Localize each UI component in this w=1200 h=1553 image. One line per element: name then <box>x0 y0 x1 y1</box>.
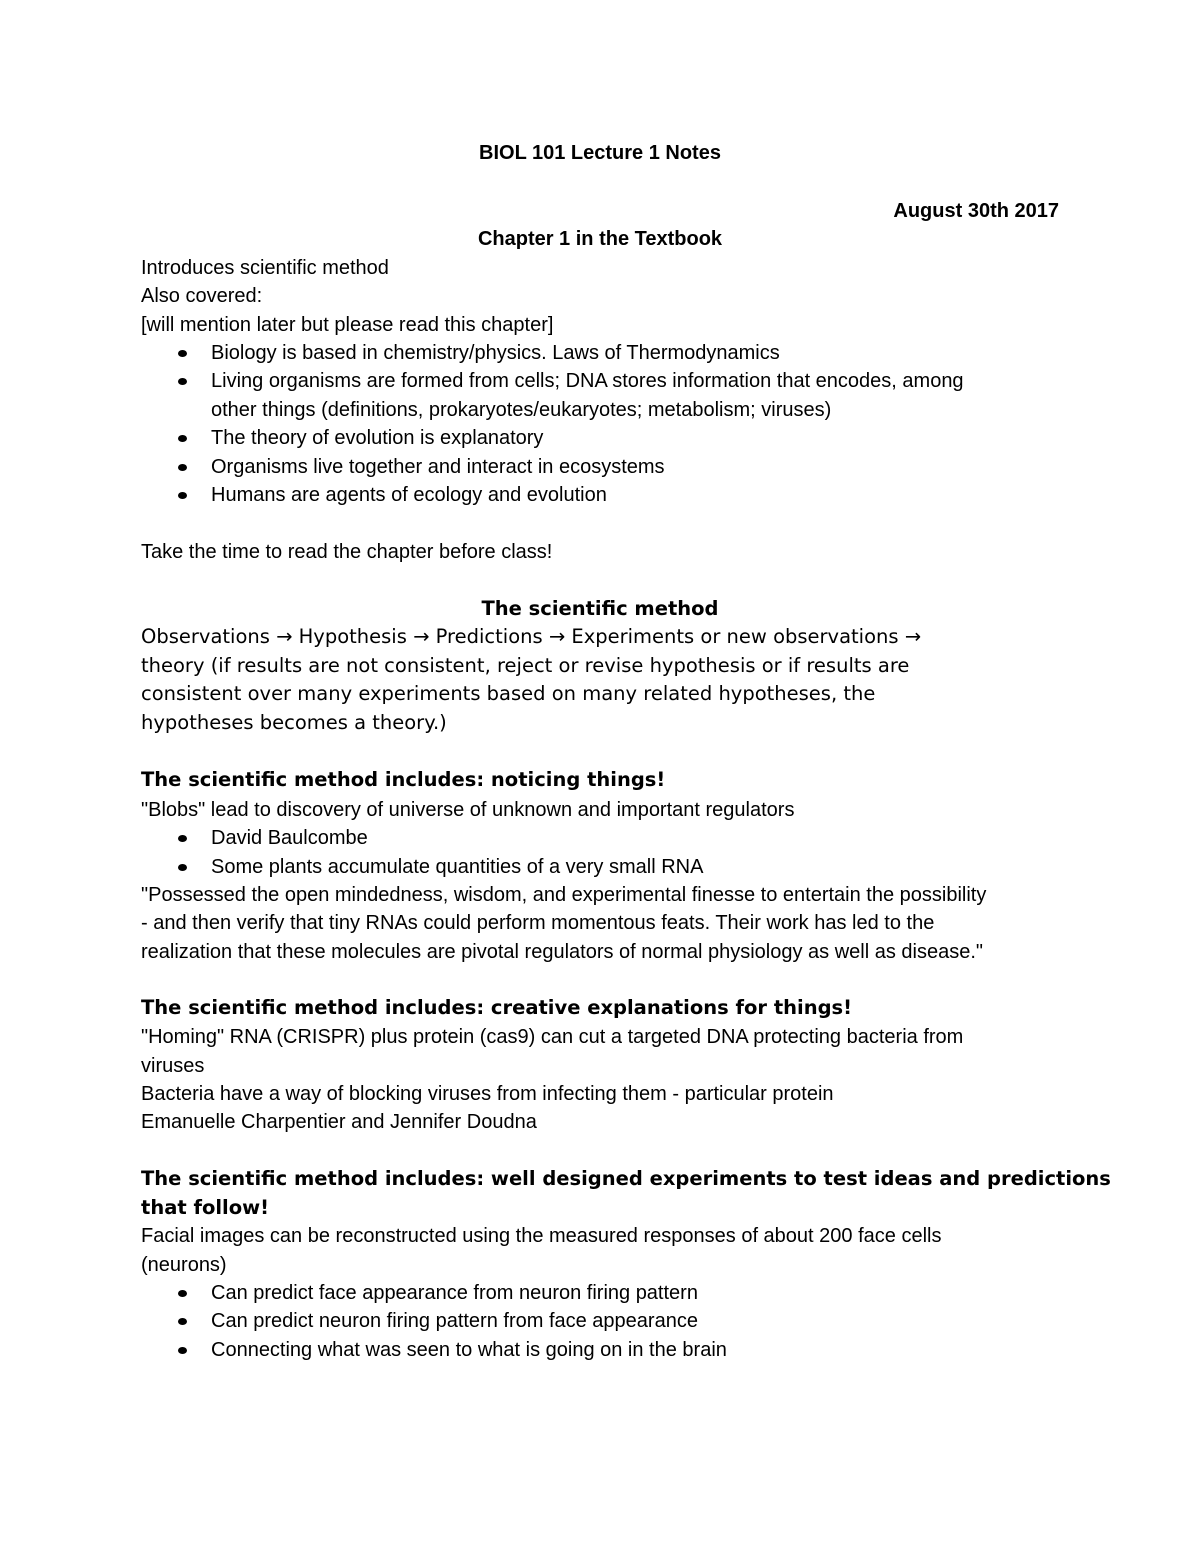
list-item-text: David Baulcombe <box>211 827 368 849</box>
list-item <box>211 853 703 881</box>
list-item <box>211 1279 698 1307</box>
list-item <box>211 339 780 367</box>
reminder-text: Take the time to read the chapter before class! <box>141 541 553 563</box>
bullet-icon <box>178 378 187 385</box>
bullet-icon <box>178 435 187 442</box>
list-item <box>211 453 665 481</box>
list-item <box>211 824 368 852</box>
document-date: August 30th 2017 <box>893 200 1059 222</box>
bullet-icon <box>178 350 187 357</box>
list-item-text: Can predict neuron firing pattern from face appearance <box>211 1310 698 1332</box>
list-item-text: Organisms live together and interact in ecosystems <box>211 456 665 478</box>
list-item <box>211 1336 727 1364</box>
method-line: hypotheses becomes a theory.) <box>141 711 447 734</box>
list-item-text: Biology is based in chemistry/physics. Laws of Thermodynamics <box>211 342 780 364</box>
list-item <box>211 481 607 509</box>
section-text: "Blobs" lead to discovery of universe of unknown and important regulators <box>141 799 795 821</box>
method-line: consistent over many experiments based on many related hypotheses, the <box>141 682 876 705</box>
method-line: Observations → Hypothesis → Predictions → Experiments or new observations → <box>141 625 922 648</box>
bullet-icon <box>178 1347 187 1354</box>
bullet-icon <box>178 464 187 471</box>
list-item <box>211 367 964 395</box>
section-heading-continuation: that follow! <box>141 1196 270 1219</box>
list-item-text: Humans are agents of ecology and evolution <box>211 484 607 506</box>
intro-line: [will mention later but please read this chapter] <box>141 314 554 336</box>
section-text: (neurons) <box>141 1254 227 1276</box>
section-heading: The scientific method includes: well designed experiments to test ideas and predictions <box>141 1167 1111 1190</box>
section-heading: The scientific method includes: creative explanations for things! <box>141 996 853 1019</box>
section-text: Emanuelle Charpentier and Jennifer Doudna <box>141 1111 537 1133</box>
section-text: Facial images can be reconstructed using the measured responses of about 200 face cells <box>141 1225 942 1247</box>
list-item-text: Can predict face appearance from neuron firing pattern <box>211 1282 698 1304</box>
document-title: BIOL 101 Lecture 1 Notes <box>479 142 721 164</box>
list-item-text: The theory of evolution is explanatory <box>211 427 544 449</box>
list-item-text: Some plants accumulate quantities of a very small RNA <box>211 856 704 878</box>
chapter-heading: Chapter 1 in the Textbook <box>477 228 723 250</box>
bullet-icon <box>178 835 187 842</box>
list-item-continuation: other things (definitions, prokaryotes/eukaryotes; metabolism; viruses) <box>211 399 832 421</box>
section-text: Bacteria have a way of blocking viruses from infecting them - particular protein <box>141 1083 834 1105</box>
section-text: "Homing" RNA (CRISPR) plus protein (cas9) can cut a targeted DNA protecting bacteria from <box>141 1026 964 1048</box>
bullet-icon <box>178 1290 187 1297</box>
list-item <box>211 1307 698 1335</box>
quote-line: - and then verify that tiny RNAs could perform momentous feats. Their work has led to the <box>141 912 935 934</box>
list-item-text: Connecting what was seen to what is going on in the brain <box>211 1339 727 1361</box>
list-item <box>211 424 543 452</box>
quote-line: realization that these molecules are pivotal regulators of normal physiology as well as disease." <box>141 941 983 963</box>
method-heading: The scientific method <box>481 597 719 620</box>
list-item-text: Living organisms are formed from cells; DNA stores information that encodes, among <box>211 370 964 392</box>
bullet-icon <box>178 492 187 499</box>
intro-line: Also covered: <box>141 285 263 307</box>
intro-line: Introduces scientific method <box>141 257 389 279</box>
bullet-icon <box>178 1318 187 1325</box>
method-line: theory (if results are not consistent, reject or revise hypothesis or if results are <box>141 654 910 677</box>
section-text: viruses <box>141 1055 205 1077</box>
bullet-icon <box>178 864 187 871</box>
section-heading: The scientific method includes: noticing things! <box>141 768 666 791</box>
quote-line: "Possessed the open mindedness, wisdom, and experimental finesse to entertain the possibility <box>141 884 987 906</box>
